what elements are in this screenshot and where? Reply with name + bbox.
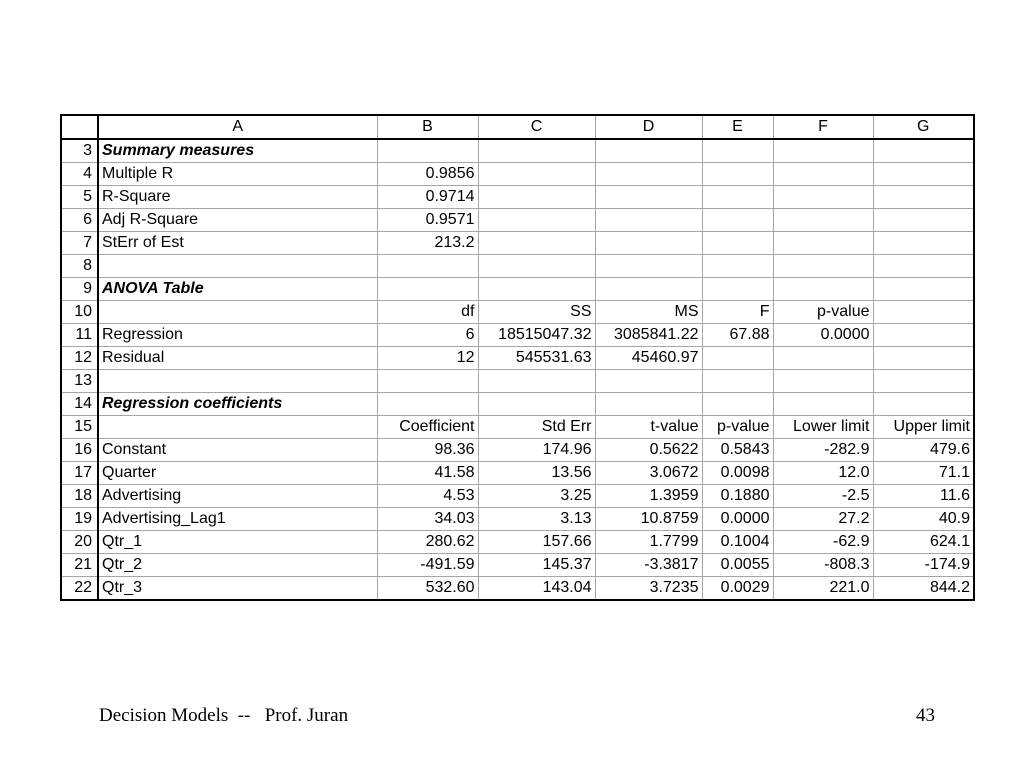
value-cell: p-value [702,416,773,439]
row-number: 16 [61,439,98,462]
value-cell [773,209,873,232]
row-number: 22 [61,577,98,601]
row-label-cell [98,301,377,324]
table-row [61,255,974,278]
row-number: 14 [61,393,98,416]
value-cell [702,163,773,186]
value-cell [478,163,595,186]
value-cell [873,139,974,163]
value-cell: 1.3959 [595,485,702,508]
column-header: F [773,115,873,139]
row-label-cell: Advertising_Lag1 [98,508,377,531]
row-label-cell: Advertising [98,485,377,508]
value-cell: Std Err [478,416,595,439]
value-cell [773,163,873,186]
value-cell [595,255,702,278]
column-header: E [702,115,773,139]
value-cell [377,255,478,278]
row-number: 7 [61,232,98,255]
value-cell [873,255,974,278]
row-label-cell: ANOVA Table [98,278,377,301]
value-cell: 0.0000 [773,324,873,347]
value-cell: 145.37 [478,554,595,577]
value-cell [873,393,974,416]
value-cell [595,278,702,301]
value-cell [478,232,595,255]
value-cell: 624.1 [873,531,974,554]
value-cell [377,393,478,416]
value-cell: 844.2 [873,577,974,601]
value-cell [377,139,478,163]
value-cell [478,370,595,393]
value-cell: 0.5843 [702,439,773,462]
row-number: 20 [61,531,98,554]
value-cell: 280.62 [377,531,478,554]
row-label-cell: Qtr_1 [98,531,377,554]
value-cell: -808.3 [773,554,873,577]
value-cell: 34.03 [377,508,478,531]
row-label-cell: StErr of Est [98,232,377,255]
value-cell: 174.96 [478,439,595,462]
value-cell: 545531.63 [478,347,595,370]
table-row [61,554,974,577]
value-cell: 0.5622 [595,439,702,462]
row-label-cell: Summary measures [98,139,377,163]
table-row [61,462,974,485]
row-number: 19 [61,508,98,531]
value-cell [595,163,702,186]
row-number: 18 [61,485,98,508]
value-cell [595,393,702,416]
value-cell: SS [478,301,595,324]
value-cell [478,393,595,416]
table-row [61,393,974,416]
column-header: A [98,115,377,139]
table-row [61,416,974,439]
row-number: 12 [61,347,98,370]
value-cell [702,347,773,370]
value-cell [773,393,873,416]
regression-output-table [60,114,975,601]
value-cell: 67.88 [702,324,773,347]
row-label-cell: Qtr_3 [98,577,377,601]
row-number: 5 [61,186,98,209]
value-cell: 4.53 [377,485,478,508]
value-cell [595,370,702,393]
value-cell [773,232,873,255]
value-cell [873,278,974,301]
table-row [61,508,974,531]
value-cell [478,209,595,232]
value-cell: 143.04 [478,577,595,601]
row-number: 8 [61,255,98,278]
value-cell: -3.3817 [595,554,702,577]
table-row [61,485,974,508]
value-cell: 71.1 [873,462,974,485]
value-cell: 0.0029 [702,577,773,601]
value-cell [595,139,702,163]
value-cell [377,370,478,393]
value-cell: 10.8759 [595,508,702,531]
value-cell [702,255,773,278]
value-cell [773,255,873,278]
value-cell: Upper limit [873,416,974,439]
value-cell [478,255,595,278]
value-cell [873,347,974,370]
value-cell: MS [595,301,702,324]
value-cell [873,186,974,209]
value-cell: 221.0 [773,577,873,601]
value-cell: 6 [377,324,478,347]
value-cell: 3085841.22 [595,324,702,347]
value-cell: t-value [595,416,702,439]
value-cell: Coefficient [377,416,478,439]
value-cell [773,186,873,209]
value-cell: -282.9 [773,439,873,462]
value-cell: Lower limit [773,416,873,439]
value-cell [873,209,974,232]
value-cell [377,278,478,301]
table-row [61,139,974,163]
value-cell [873,232,974,255]
value-cell: 3.13 [478,508,595,531]
column-header: C [478,115,595,139]
row-label-cell: Constant [98,439,377,462]
value-cell: 213.2 [377,232,478,255]
row-label-cell [98,416,377,439]
value-cell: 13.56 [478,462,595,485]
value-cell: p-value [773,301,873,324]
value-cell: 3.7235 [595,577,702,601]
value-cell: 0.0055 [702,554,773,577]
table-row [61,531,974,554]
row-number: 15 [61,416,98,439]
value-cell: -174.9 [873,554,974,577]
row-label-cell: Quarter [98,462,377,485]
value-cell: 479.6 [873,439,974,462]
value-cell [873,370,974,393]
value-cell: -491.59 [377,554,478,577]
table-row [61,186,974,209]
value-cell [478,186,595,209]
value-cell [595,232,702,255]
table-row [61,347,974,370]
column-header-row [61,115,974,139]
value-cell: 1.7799 [595,531,702,554]
value-cell: 45460.97 [595,347,702,370]
row-number: 4 [61,163,98,186]
row-number: 17 [61,462,98,485]
value-cell: 12 [377,347,478,370]
value-cell [595,186,702,209]
table-row [61,163,974,186]
value-cell: 0.1004 [702,531,773,554]
value-cell: F [702,301,773,324]
value-cell: 157.66 [478,531,595,554]
value-cell: 12.0 [773,462,873,485]
row-number: 9 [61,278,98,301]
table-row [61,278,974,301]
value-cell [702,278,773,301]
value-cell [873,324,974,347]
value-cell: 0.9714 [377,186,478,209]
value-cell: 40.9 [873,508,974,531]
table-row [61,577,974,601]
value-cell [773,347,873,370]
value-cell: 11.6 [873,485,974,508]
value-cell [773,278,873,301]
table-row [61,232,974,255]
value-cell: -62.9 [773,531,873,554]
row-label-cell: Regression coefficients [98,393,377,416]
row-label-cell [98,370,377,393]
row-number: 13 [61,370,98,393]
row-label-cell: Residual [98,347,377,370]
value-cell: -2.5 [773,485,873,508]
value-cell [478,139,595,163]
column-header: B [377,115,478,139]
value-cell [873,301,974,324]
column-header: D [595,115,702,139]
value-cell [702,139,773,163]
value-cell [702,186,773,209]
value-cell [873,163,974,186]
row-label-cell: Adj R-Square [98,209,377,232]
value-cell [702,209,773,232]
row-number: 6 [61,209,98,232]
table-row [61,209,974,232]
value-cell: 0.9856 [377,163,478,186]
row-label-cell: R-Square [98,186,377,209]
corner-cell [61,115,98,139]
value-cell: 27.2 [773,508,873,531]
value-cell: 98.36 [377,439,478,462]
row-number: 11 [61,324,98,347]
row-label-cell: Regression [98,324,377,347]
value-cell [702,370,773,393]
footer-course-title: Decision Models -- Prof. Juran [99,705,349,726]
value-cell: 532.60 [377,577,478,601]
value-cell [773,139,873,163]
row-label-cell: Qtr_2 [98,554,377,577]
value-cell [702,393,773,416]
value-cell: 41.58 [377,462,478,485]
table-row [61,439,974,462]
value-cell: 3.25 [478,485,595,508]
table-row [61,370,974,393]
value-cell: 3.0672 [595,462,702,485]
slide-number: 43 [916,705,935,726]
value-cell [478,278,595,301]
row-number: 3 [61,139,98,163]
value-cell: df [377,301,478,324]
value-cell: 0.0098 [702,462,773,485]
row-number: 10 [61,301,98,324]
value-cell [595,209,702,232]
value-cell: 0.1880 [702,485,773,508]
value-cell: 0.0000 [702,508,773,531]
row-label-cell: Multiple R [98,163,377,186]
table-row [61,324,974,347]
value-cell [773,370,873,393]
value-cell: 0.9571 [377,209,478,232]
row-label-cell [98,255,377,278]
column-header: G [873,115,974,139]
table-row [61,301,974,324]
row-number: 21 [61,554,98,577]
value-cell [702,232,773,255]
value-cell: 18515047.32 [478,324,595,347]
